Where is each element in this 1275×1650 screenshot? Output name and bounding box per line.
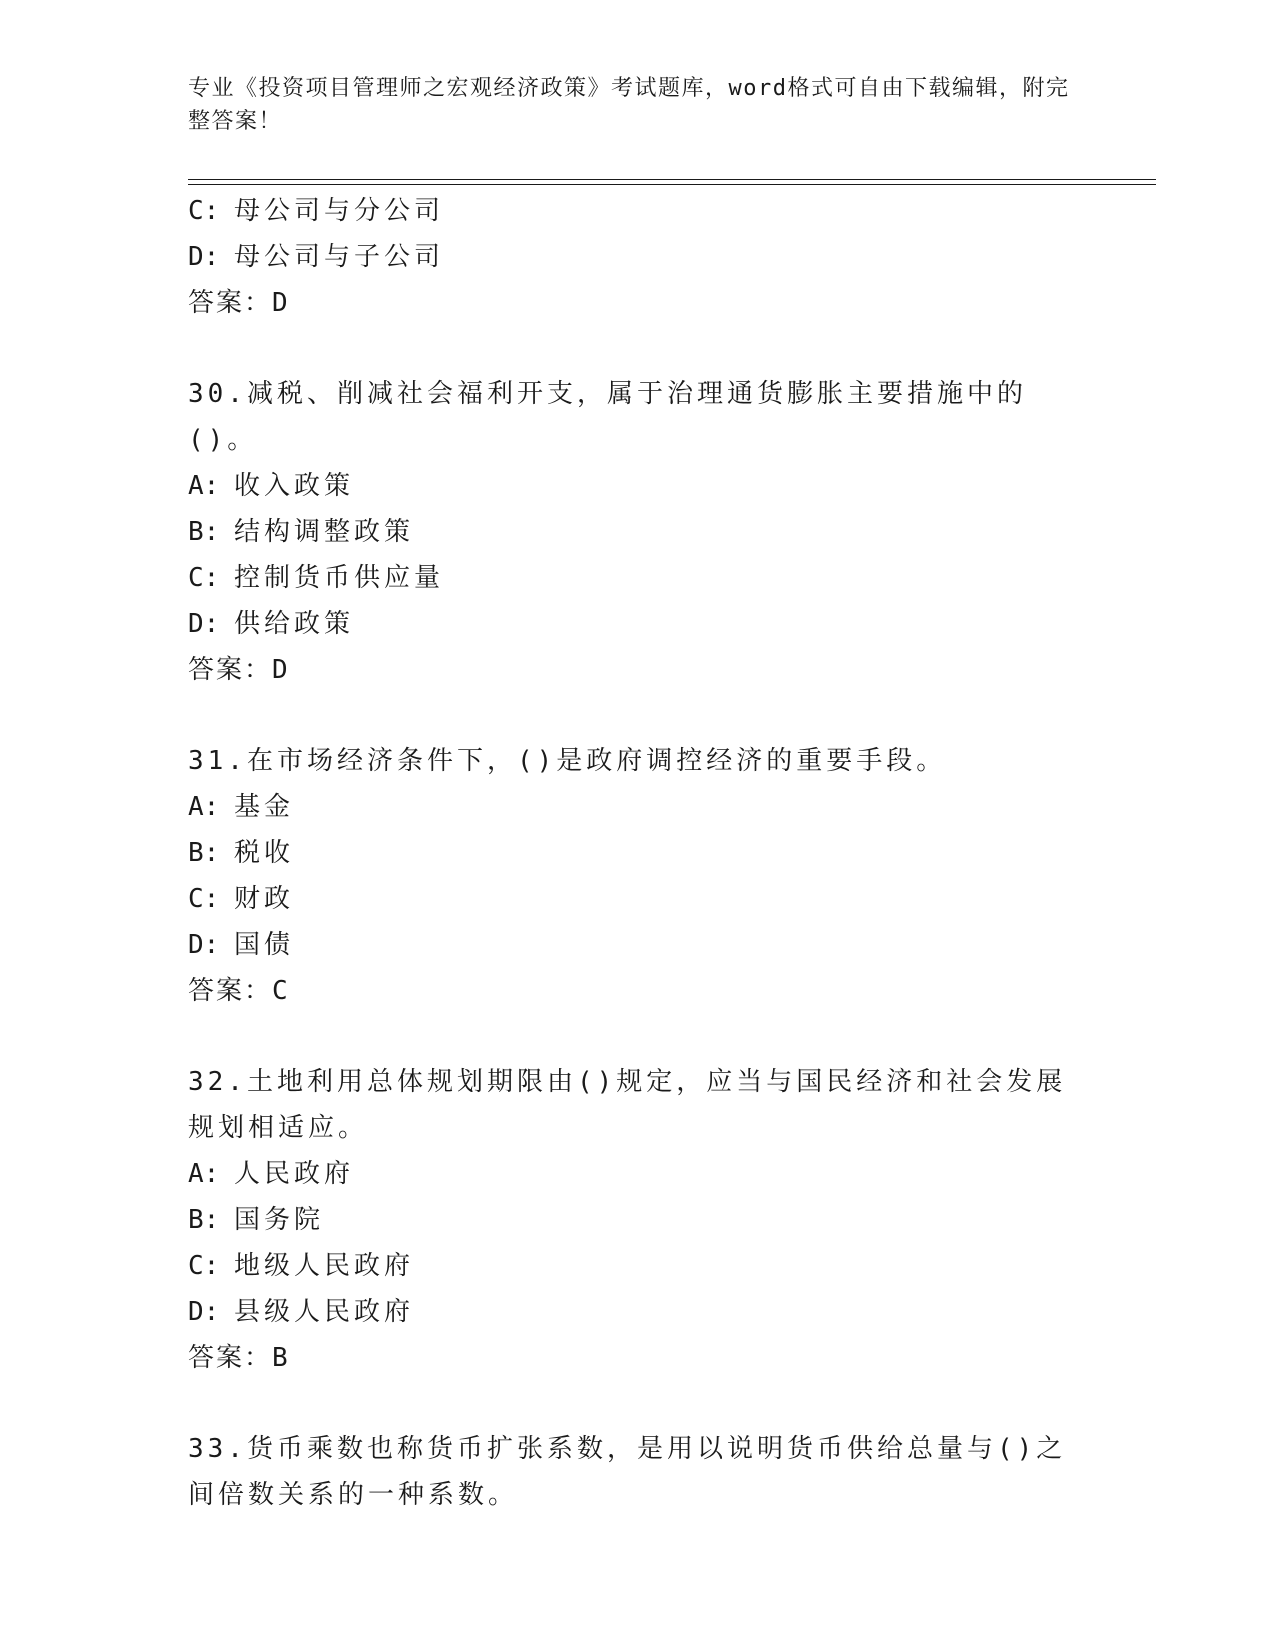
option-a <box>188 463 1088 509</box>
question-30 <box>188 371 1088 693</box>
option-text: 结构调整政策 <box>234 517 415 547</box>
option-text: 收入政策 <box>234 471 355 501</box>
question-33 <box>188 1426 1088 1518</box>
option-d <box>188 1289 1088 1335</box>
option-d <box>188 922 1088 968</box>
option-b <box>188 509 1088 555</box>
question-stem: 32.土地利用总体规划期限由()规定，应当与国民经济和社会发展规划相适应。 <box>188 1067 1067 1143</box>
option-a <box>188 1151 1088 1197</box>
answer-line: 答案：B <box>188 1343 290 1373</box>
question-stem: 30.减税、削减社会福利开支，属于治理通货膨胀主要措施中的()。 <box>188 379 1027 455</box>
question-list <box>188 188 1088 1518</box>
option-c <box>188 188 1088 234</box>
option-letter: B: <box>188 1205 220 1235</box>
option-letter: A: <box>188 1159 220 1189</box>
question-stem: 33.货币乘数也称货币扩张系数，是用以说明货币供给总量与()之间倍数关系的一种系数。 <box>188 1434 1067 1510</box>
option-letter: C: <box>188 196 220 226</box>
option-c <box>188 1243 1088 1289</box>
answer-line: 答案：D <box>188 655 290 685</box>
option-text: 控制货币供应量 <box>234 563 445 593</box>
option-d <box>188 234 1088 280</box>
option-text: 基金 <box>234 792 295 822</box>
option-letter: C: <box>188 884 220 914</box>
answer-line: 答案：C <box>188 976 290 1006</box>
option-c <box>188 876 1088 922</box>
question-stem: 31.在市场经济条件下，()是政府调控经济的重要手段。 <box>188 746 947 776</box>
header-divider-bottom <box>188 184 1156 185</box>
option-text: 母公司与分公司 <box>234 196 445 226</box>
option-letter: C: <box>188 563 220 593</box>
option-letter: A: <box>188 471 220 501</box>
option-text: 国债 <box>234 930 295 960</box>
document-header: 专业《投资项目管理师之宏观经济政策》考试题库，word格式可自由下载编辑，附完整答案！ <box>188 76 1070 134</box>
option-text: 人民政府 <box>234 1159 355 1189</box>
question-32 <box>188 1059 1088 1381</box>
question-31 <box>188 738 1088 1014</box>
option-text: 供给政策 <box>234 609 355 639</box>
option-letter: B: <box>188 838 220 868</box>
option-letter: D: <box>188 242 220 272</box>
option-letter: D: <box>188 930 220 960</box>
answer-line: 答案：D <box>188 288 290 318</box>
option-text: 地级人民政府 <box>234 1251 415 1281</box>
option-letter: A: <box>188 792 220 822</box>
option-letter: D: <box>188 1297 220 1327</box>
option-text: 母公司与子公司 <box>234 242 445 272</box>
option-text: 县级人民政府 <box>234 1297 415 1327</box>
option-text: 税收 <box>234 838 295 868</box>
option-b <box>188 1197 1088 1243</box>
option-letter: D: <box>188 609 220 639</box>
option-letter: C: <box>188 1251 220 1281</box>
option-letter: B: <box>188 517 220 547</box>
option-c <box>188 555 1088 601</box>
option-text: 财政 <box>234 884 295 914</box>
option-b <box>188 830 1088 876</box>
option-a <box>188 784 1088 830</box>
option-d <box>188 601 1088 647</box>
header-divider-top <box>188 179 1156 180</box>
option-text: 国务院 <box>234 1205 325 1235</box>
prev-question-continuation <box>188 188 1088 326</box>
